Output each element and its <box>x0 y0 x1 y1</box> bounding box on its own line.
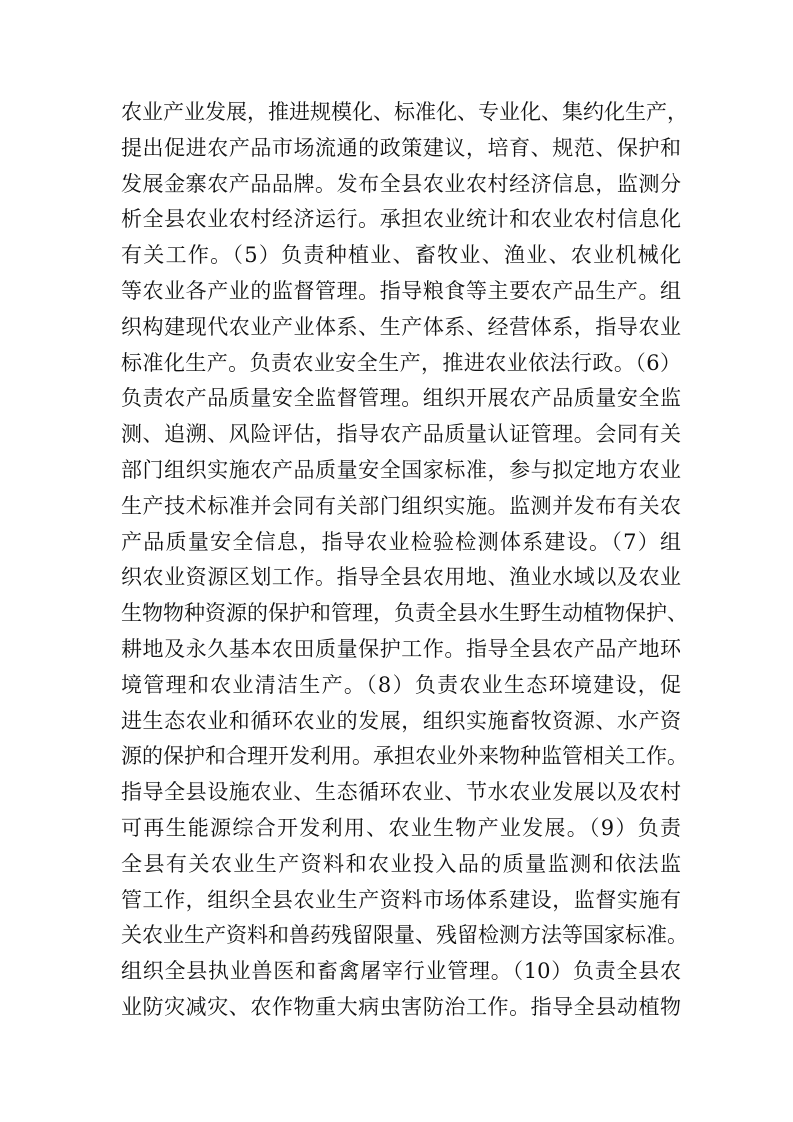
text-line: 负责农产品质量安全监督管理。组织开展农产品质量安全监 <box>121 386 681 411</box>
text-line: 有关工作。（5）负责种植业、畜牧业、渔业、农业机械化 <box>121 243 681 268</box>
text-line: 耕地及永久基本农田质量保护工作。指导全县农产品产地环 <box>121 636 681 661</box>
text-line: 织农业资源区划工作。指导全县农用地、渔业水域以及农业 <box>121 565 681 590</box>
text-line: 生产技术标准并会同有关部门组织实施。监测并发布有关农 <box>121 493 681 518</box>
body-text <box>121 95 688 1026</box>
text-line: 标准化生产。负责农业安全生产，推进农业依法行政。（6） <box>121 350 681 375</box>
text-line: 境管理和农业清洁生产。（8）负责农业生态环境建设，促 <box>121 672 681 697</box>
text-line: 可再生能源综合开发利用、农业生物产业发展。（9）负责 <box>121 815 681 840</box>
text-line: 生物物种资源的保护和管理，负责全县水生野生动植物保护、 <box>121 601 688 626</box>
text-line: 管工作，组织全县农业生产资料市场体系建设，监督实施有 <box>121 887 681 912</box>
text-line: 关农业生产资料和兽药残留限量、残留检测方法等国家标准。 <box>121 923 688 948</box>
text-line: 源的保护和合理开发利用。承担农业外来物种监管相关工作。 <box>121 744 688 769</box>
text-line: 部门组织实施农产品质量安全国家标准，参与拟定地方农业 <box>121 457 681 482</box>
text-line: 提出促进农产品市场流通的政策建议，培育、规范、保护和 <box>121 135 681 160</box>
text-line: 产品质量安全信息，指导农业检验检测体系建设。（7）组 <box>121 529 681 554</box>
text-line: 发展金寨农产品品牌。发布全县农业农村经济信息，监测分 <box>121 171 681 196</box>
text-line: 析全县农业农村经济运行。承担农业统计和农业农村信息化 <box>121 207 681 232</box>
text-line: 进生态农业和循环农业的发展，组织实施畜牧资源、水产资 <box>121 708 681 733</box>
text-line: 等农业各产业的监督管理。指导粮食等主要农产品生产。组 <box>121 278 681 303</box>
text-line: 业防灾减灾、农作物重大病虫害防治工作。指导全县动植物 <box>121 994 681 1019</box>
text-line: 全县有关农业生产资料和农业投入品的质量监测和依法监 <box>121 851 681 876</box>
text-line: 织构建现代农业产业体系、生产体系、经营体系，指导农业 <box>121 314 681 339</box>
text-line: 指导全县设施农业、生态循环农业、节水农业发展以及农村 <box>121 780 681 805</box>
text-line: 农业产业发展，推进规模化、标准化、专业化、集约化生产， <box>121 100 688 124</box>
text-line: 测、追溯、风险评估，指导农产品质量认证管理。会同有关 <box>121 422 681 447</box>
text-line: 组织全县执业兽医和畜禽屠宰行业管理。（10）负责全县农 <box>121 959 681 984</box>
